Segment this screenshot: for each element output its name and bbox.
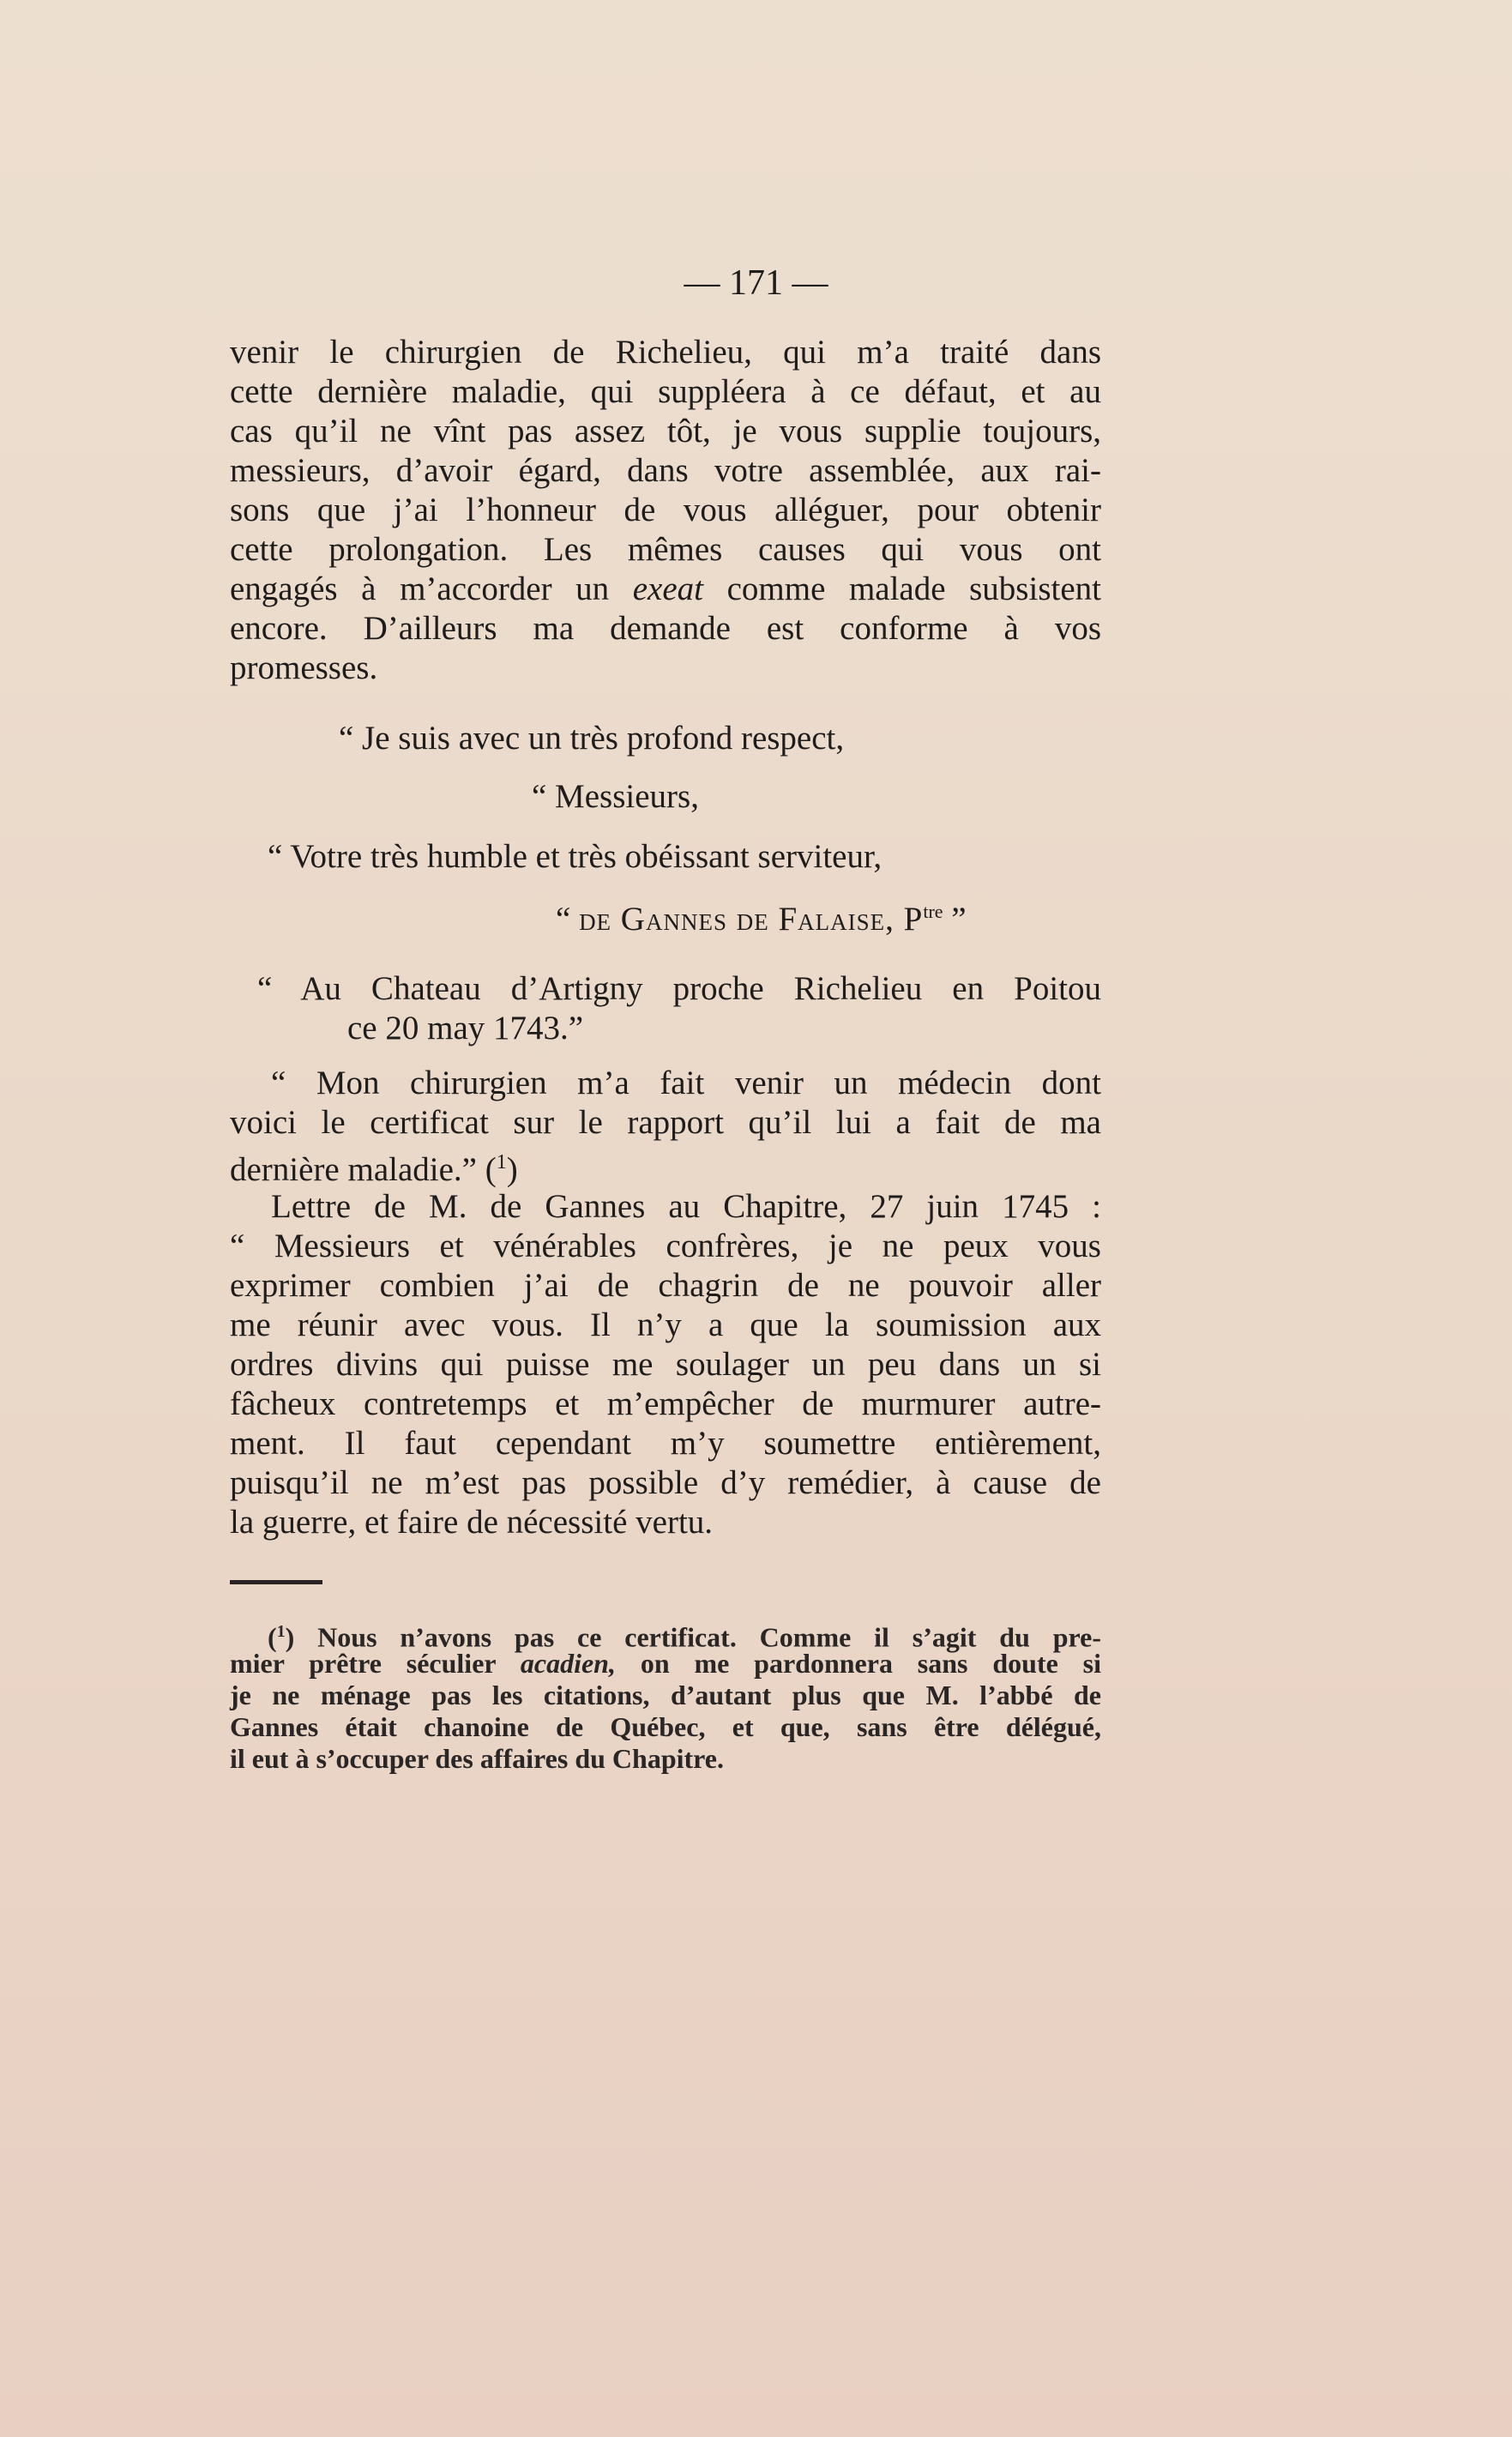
page-number: — 171 — xyxy=(684,263,828,303)
text-line: cette prolongation. Les mêmes causes qui vous ont xyxy=(230,531,1101,568)
text-line: exprimer combien j’ai de chagrin de ne pouvoir aller xyxy=(230,1267,1101,1304)
text-line: messieurs, d’avoir égard, dans votre assemblée, aux rai- xyxy=(230,452,1101,489)
closing-salutation: “ Messieurs, xyxy=(532,778,699,815)
closing-servant: “ Votre très humble et très obéissant serviteur, xyxy=(268,838,883,875)
footnote-marker: 1 xyxy=(276,1622,286,1641)
italic-term: exeat xyxy=(632,570,704,607)
signature-name: de Gannes de Falaise, P xyxy=(579,901,924,938)
closing-respect: “ Je suis avec un très profond respect, xyxy=(339,720,845,757)
quote-close: ” xyxy=(943,901,967,938)
text-fragment: comme malade subsistent xyxy=(703,570,1101,607)
text-line: fâcheux contretemps et m’empêcher de murmurer autre- xyxy=(230,1385,1101,1422)
footnote-ref: 1 xyxy=(496,1151,507,1173)
date-line: ce 20 may 1743.” xyxy=(347,1010,584,1047)
text-fragment: ) xyxy=(506,1151,518,1188)
text-line: promesses. xyxy=(230,649,378,686)
text-line: me réunir avec vous. Il n’y a que la soumission aux xyxy=(230,1306,1101,1343)
text-line: “ Messieurs et vénérables confrères, je ne peux vous xyxy=(230,1228,1101,1264)
text-line: cas qu’il ne vînt pas assez tôt, je vous supplie toujours, xyxy=(230,413,1101,449)
text-fragment: Nous n’avons pas ce certificat. Comme il s’agit du pre- xyxy=(317,1621,1102,1653)
footnote-rule xyxy=(230,1580,322,1584)
place-line: “ Au Chateau d’Artigny proche Richelieu en Poitou xyxy=(257,970,1101,1007)
text-line: la guerre, et faire de nécessité vertu. xyxy=(230,1504,714,1541)
text-line: ordres divins qui puisse me soulager un peu dans un si xyxy=(230,1346,1101,1383)
text-line: ment. Il faut cependant m’y soumettre entièrement, xyxy=(230,1425,1101,1462)
text-line: encore. D’ailleurs ma demande est conforme à vos xyxy=(230,610,1101,647)
text-fragment: dernière maladie.” ( xyxy=(230,1151,497,1188)
footnote-line: il eut à s’occuper des affaires du Chapitre. xyxy=(230,1743,724,1774)
italic-term: acadien, xyxy=(520,1648,616,1679)
footnote-line xyxy=(230,1648,1101,1680)
text-line xyxy=(230,1143,1101,1190)
text-line: venir le chirurgien de Richelieu, qui m’a traité dans xyxy=(230,334,1101,371)
text-line: “ Mon chirurgien m’a fait venir un médecin dont xyxy=(271,1065,1101,1101)
text-line: Lettre de M. de Gannes au Chapitre, 27 juin 1745 : xyxy=(271,1188,1101,1225)
text-line: voici le certificat sur le rapport qu’il lui a fait de ma xyxy=(230,1104,1101,1141)
footnote-line: Gannes était chanoine de Québec, et que, sans être délégué, xyxy=(230,1711,1101,1742)
text-fragment: on me pardonnera sans doute si xyxy=(615,1648,1102,1679)
text-line: puisqu’il ne m’est pas possible d’y remédier, à cause de xyxy=(230,1464,1101,1501)
footnote-line: ($^1$) Nous n’avons pas ce certificat. Comme il s’agit du pre- xyxy=(268,1621,1102,1653)
quote-open: “ xyxy=(556,901,580,938)
signature xyxy=(556,892,967,939)
text-line: cette dernière maladie, qui suppléera à ce défaut, et au xyxy=(230,373,1101,410)
text-fragment: mier prêtre séculier xyxy=(230,1648,521,1679)
text-line xyxy=(230,570,1101,609)
footnote-line: je ne ménage pas les citations, d’autant plus que M. l’abbé de xyxy=(230,1680,1101,1710)
signature-superscript: tre xyxy=(923,901,943,922)
text-line: sons que j’ai l’honneur de vous alléguer, pour obtenir xyxy=(230,492,1101,528)
text-fragment: engagés à m’accorder un xyxy=(230,570,633,607)
